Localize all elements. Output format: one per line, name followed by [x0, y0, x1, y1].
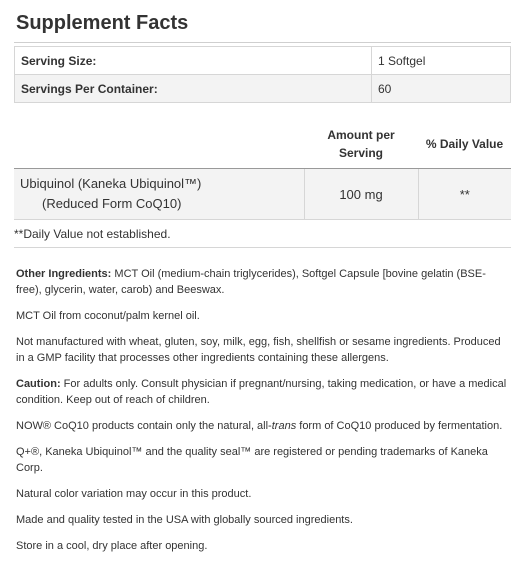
daily-value-footnote: **Daily Value not established.: [14, 220, 511, 248]
ingredient-name-line1: Ubiquinol (Kaneka Ubiquinol™): [20, 176, 202, 191]
header-spacer: [14, 120, 304, 169]
serving-size-value: 1 Softgel: [372, 47, 511, 75]
color-variation-notice: Natural color variation may occur in this product.: [16, 488, 252, 500]
page-title: Supplement Facts: [16, 12, 189, 34]
ingredient-name-line2: (Reduced Form CoQ10): [42, 196, 182, 211]
ingredient-row: [14, 169, 511, 220]
serving-info-table: [14, 46, 511, 103]
storage-notice: Store in a cool, dry place after opening.: [16, 540, 208, 552]
amount-header-line2: Serving: [338, 146, 383, 160]
serving-size-row: [15, 47, 511, 75]
now-text-before: NOW® CoQ10 products contain only the natural, all-: [16, 420, 272, 432]
made-in-notice: Made and quality tested in the USA with globally sourced ingredients.: [16, 514, 353, 526]
daily-value-header: % Daily Value: [418, 120, 511, 169]
product-details: [16, 266, 511, 564]
caution-label: Caution:: [16, 378, 61, 390]
ingredient-name: [14, 169, 304, 220]
servings-per-container-label: Servings Per Container:: [15, 75, 372, 103]
nutrient-table-header: [14, 120, 511, 169]
trademark-notice: Q+®, Kaneka Ubiquinol™ and the quality seal™ are registered or pending trademarks of Kaneka Corp.: [16, 446, 488, 474]
now-text-italic: trans: [271, 420, 297, 432]
other-ingredients-label: Other Ingredients:: [16, 268, 112, 280]
serving-size-label: Serving Size:: [15, 47, 372, 75]
mct-source: MCT Oil from coconut/palm kernel oil.: [16, 310, 200, 322]
title-divider: [14, 42, 511, 43]
amount-header-line1: Amount per: [327, 128, 395, 142]
nutrient-table: [14, 120, 511, 248]
now-coq10-statement: [16, 418, 511, 434]
ingredient-amount: 100 mg: [304, 169, 418, 220]
ingredient-daily-value: **: [418, 169, 511, 220]
allergen-statement: Not manufactured with wheat, gluten, soy, milk, egg, fish, shellfish or sesame ingredients. Produced in a GMP facility that processes other ingredients containing these allergens.: [16, 336, 501, 364]
other-ingredients-text: MCT Oil (medium-chain triglycerides), Softgel Capsule [bovine gelatin (BSE-free), glycerin, water, carob) and Beeswax.: [16, 268, 486, 296]
caution-text: For adults only. Consult physician if pregnant/nursing, taking medication, or have a medical condition. Keep out of reach of children.: [16, 378, 507, 406]
now-text-after: form of CoQ10 produced by fermentation.: [296, 420, 503, 432]
servings-per-container-row: [15, 75, 511, 103]
servings-per-container-value: 60: [372, 75, 511, 103]
caution: [16, 376, 511, 408]
amount-per-serving-header: [304, 120, 418, 169]
other-ingredients: [16, 266, 511, 298]
footnote-row: [14, 220, 511, 248]
